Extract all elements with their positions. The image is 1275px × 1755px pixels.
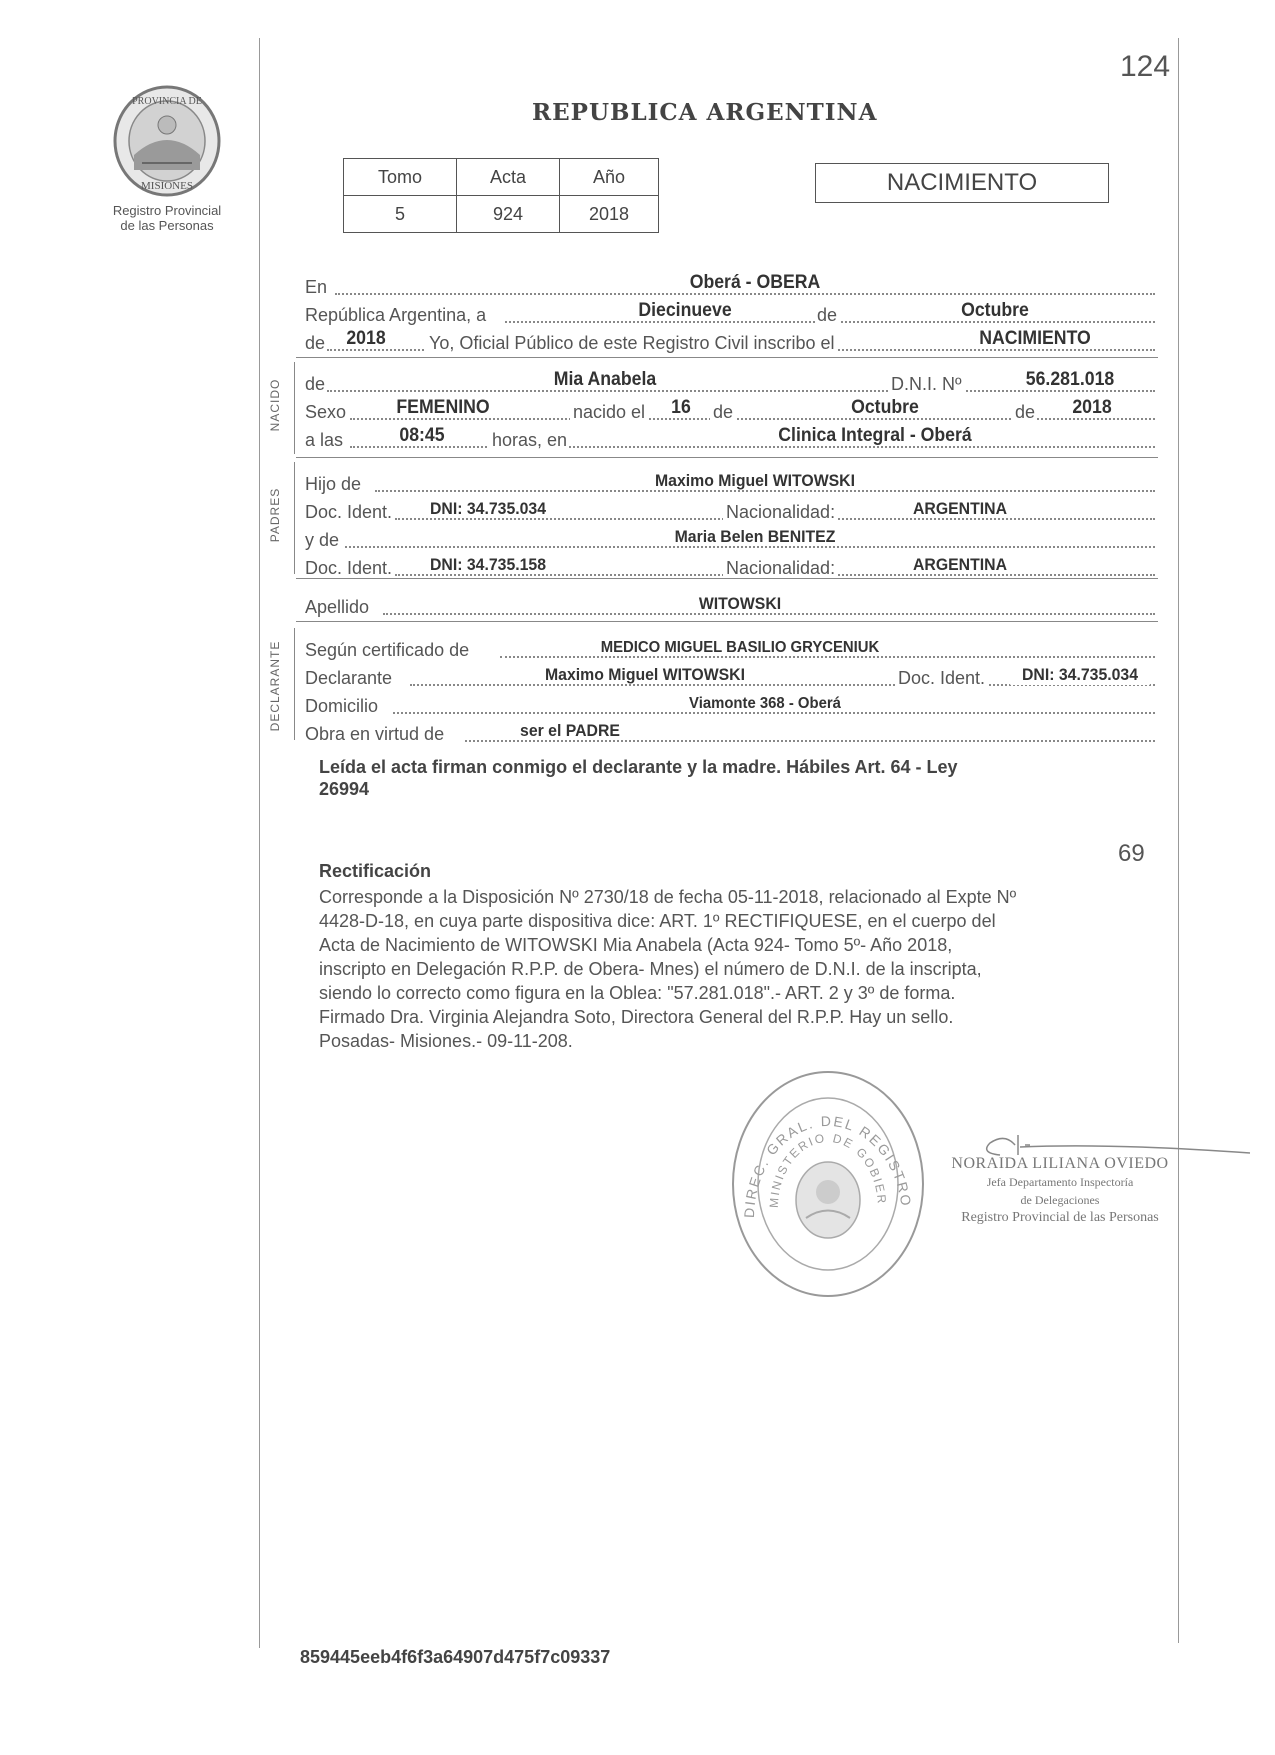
- document-hash: 859445eeb4f6f3a64907d475f7c09337: [300, 1647, 611, 1667]
- row-madre-doc: [305, 551, 1155, 579]
- value-declarante: Maximo Miguel WITOWSKI: [545, 665, 745, 684]
- value-padre: Maximo Miguel WITOWSKI: [655, 471, 855, 490]
- row-padre-doc: [305, 495, 1155, 523]
- rectificacion-line: inscripto en Delegación R.P.P. de Obera- Mnes) el número de D.N.I. de la inscripta,: [319, 959, 982, 979]
- separator-1: [296, 357, 1158, 358]
- signature-role3: Registro Provincial de las Personas: [961, 1210, 1159, 1225]
- rectificacion-line: Posadas- Misiones.- 09-11-208.: [319, 1031, 573, 1051]
- label-doc-ident-padre: Doc. Ident.: [305, 502, 393, 522]
- rectificacion-number: 69: [1118, 840, 1145, 867]
- label-nacionalidad-padre: Nacionalidad:: [723, 502, 837, 523]
- separator-3: [296, 578, 1158, 579]
- row-certificado: [305, 633, 1155, 661]
- value-mes-inscripcion: Octubre: [961, 300, 1029, 321]
- value-dia-nacimiento: 16: [671, 397, 691, 418]
- svg-text:DIREC. GRAL. DEL REGISTRO PROV: DIREC. GRAL. DEL REGISTRO: [740, 1112, 915, 1219]
- value-madre: Maria Belen BENITEZ: [674, 527, 836, 546]
- row-domicilio: [305, 689, 1155, 717]
- signature-block: [945, 1155, 1175, 1227]
- label-republica: República Argentina, a: [305, 305, 487, 325]
- label-nacido: nacido el: [570, 402, 647, 423]
- value-dia-inscripcion: Diecinueve: [638, 300, 732, 321]
- closing-note-line2: 26994: [319, 779, 370, 799]
- label-segun-certificado: Según certificado de: [305, 640, 470, 660]
- closing-note: [319, 756, 1159, 800]
- rectificacion-line: Acta de Nacimiento de WITOWSKI Mia Anabela (Acta 924- Tomo 5º- Año 2018,: [319, 935, 953, 955]
- left-margin-line: [259, 38, 260, 1648]
- value-hora: 08:45: [399, 425, 445, 446]
- row-declarante: [305, 661, 1155, 689]
- value-acto: NACIMIENTO: [979, 328, 1091, 349]
- label-dni: D.N.I. Nº: [888, 374, 964, 395]
- svg-text:MISIONES: MISIONES: [141, 180, 193, 192]
- declarante-bar: [294, 628, 295, 740]
- row-nombre: [305, 367, 1155, 395]
- svg-text:PROVINCIA DE: PROVINCIA DE: [132, 96, 202, 107]
- row-padre: [305, 467, 1155, 495]
- register-value-acta: 924: [457, 196, 560, 233]
- register-value-tomo: 5: [344, 196, 457, 233]
- label-de: de: [817, 305, 838, 325]
- side-label-nacido: NACIDO: [268, 378, 282, 432]
- rectificacion-line: 4428-D-18, en cuya parte dispositiva dice: ART. 1º RECTIFIQUESE, en el cuerpo del: [319, 911, 996, 931]
- value-lugar: Oberá - OBERA: [689, 272, 821, 293]
- label-nacionalidad-madre: Nacionalidad:: [723, 558, 837, 579]
- nacido-bar: [294, 362, 295, 454]
- signature-name: NORAIDA LILIANA OVIEDO: [951, 1155, 1169, 1172]
- padres-bar: [294, 462, 295, 574]
- document-title: REPUBLICA ARGENTINA: [532, 99, 878, 126]
- value-dni: 56.281.018: [1025, 369, 1115, 390]
- register-table: [343, 158, 659, 233]
- logo-caption-line2: de las Personas: [120, 218, 214, 233]
- label-horas-en: horas, en: [489, 430, 569, 451]
- value-doc-declarante: DNI: 34.735.034: [1010, 665, 1150, 685]
- value-apellido: WITOWSKI: [698, 594, 782, 613]
- rectificacion-line: Corresponde a la Disposición Nº 2730/18 de fecha 05-11-2018, relacionado al Expte Nº: [319, 887, 1017, 907]
- value-lugar-nacimiento: Clinica Integral - Oberá: [778, 425, 972, 446]
- register-header-acta: Acta: [457, 159, 560, 196]
- value-certificado: MEDICO MIGUEL BASILIO GRYCENIUK: [600, 639, 880, 656]
- label-doc-ident-declarante: Doc. Ident.: [895, 668, 987, 689]
- label-sexo: Sexo: [305, 402, 347, 422]
- signature-role1: Jefa Departamento Inspectoría: [986, 1175, 1134, 1189]
- page-number: 124: [1120, 50, 1171, 83]
- closing-note-line1: Leída el acta firman conmigo el declarante y la madre. Hábiles Art. 64 - Ley: [319, 757, 958, 777]
- row-obra: [305, 717, 1155, 745]
- row-republica: [305, 298, 1155, 326]
- label-domicilio: Domicilio: [305, 696, 379, 716]
- label-obra-en-virtud: Obra en virtud de: [305, 724, 445, 744]
- row-hora: [305, 423, 1155, 451]
- label-de-mes: de: [710, 402, 735, 423]
- register-value-anio: 2018: [560, 196, 659, 233]
- label-declarante: Declarante: [305, 668, 393, 688]
- register-header-anio: Año: [560, 159, 659, 196]
- side-label-declarante: DECLARANTE: [268, 640, 282, 732]
- province-seal-logo: [112, 85, 222, 197]
- value-doc-padre: DNI: 34.735.034: [429, 499, 547, 518]
- value-mes-nacimiento: Octubre: [851, 397, 919, 418]
- label-de-anio: de: [305, 333, 326, 353]
- label-inscribo: Yo, Oficial Público de este Registro Civil inscribo el: [426, 333, 837, 354]
- value-anio-nacimiento: 2018: [1072, 397, 1112, 418]
- row-en: [305, 270, 1155, 298]
- value-doc-madre: DNI: 34.735.158: [429, 555, 547, 574]
- value-anio-inscripcion: 2018: [346, 328, 386, 349]
- rectificacion-line: Firmado Dra. Virginia Alejandra Soto, Directora General del R.P.P. Hay un sello.: [319, 1007, 954, 1027]
- value-nacionalidad-madre: ARGENTINA: [913, 555, 1007, 574]
- row-sexo: [305, 395, 1155, 423]
- value-nacionalidad-padre: ARGENTINA: [913, 499, 1007, 518]
- label-hijo-de: Hijo de: [305, 474, 362, 494]
- value-domicilio: Viamonte 368 - Oberá: [689, 695, 841, 712]
- right-margin-line: [1178, 38, 1179, 1643]
- row-inscribo: [305, 326, 1155, 354]
- label-y-de: y de: [305, 530, 340, 550]
- value-obra: ser el PADRE: [520, 721, 620, 740]
- logo-caption: [97, 203, 237, 233]
- rectificacion-title: Rectificación: [319, 861, 432, 881]
- signature-role2: de Delegaciones: [1020, 1193, 1100, 1207]
- label-doc-ident-madre: Doc. Ident.: [305, 558, 393, 578]
- official-stamp: [728, 1068, 928, 1300]
- value-nombre: Mia Anabela: [553, 369, 657, 390]
- svg-text:MINISTERIO DE GOBIERNO: MINISTERIO DE GOBIER: [766, 1130, 890, 1209]
- label-en: En: [305, 277, 328, 297]
- row-apellido: [305, 590, 1155, 618]
- record-type-box: NACIMIENTO: [815, 163, 1109, 203]
- register-header-tomo: Tomo: [344, 159, 457, 196]
- label-a-las: a las: [305, 430, 344, 450]
- rectificacion-body: [319, 885, 1151, 1053]
- separator-2: [296, 457, 1158, 458]
- label-apellido: Apellido: [305, 597, 370, 617]
- separator-4: [296, 621, 1158, 622]
- label-de-nombre: de: [305, 374, 326, 394]
- row-madre: [305, 523, 1155, 551]
- rectificacion-line: siendo lo correcto como figura en la Oblea: "57.281.018".- ART. 2 y 3º de forma.: [319, 983, 956, 1003]
- value-sexo: FEMENINO: [396, 397, 490, 418]
- label-de-anio-nac: de: [1012, 402, 1037, 423]
- logo-caption-line1: Registro Provincial: [112, 203, 222, 218]
- side-label-padres: PADRES: [268, 487, 282, 543]
